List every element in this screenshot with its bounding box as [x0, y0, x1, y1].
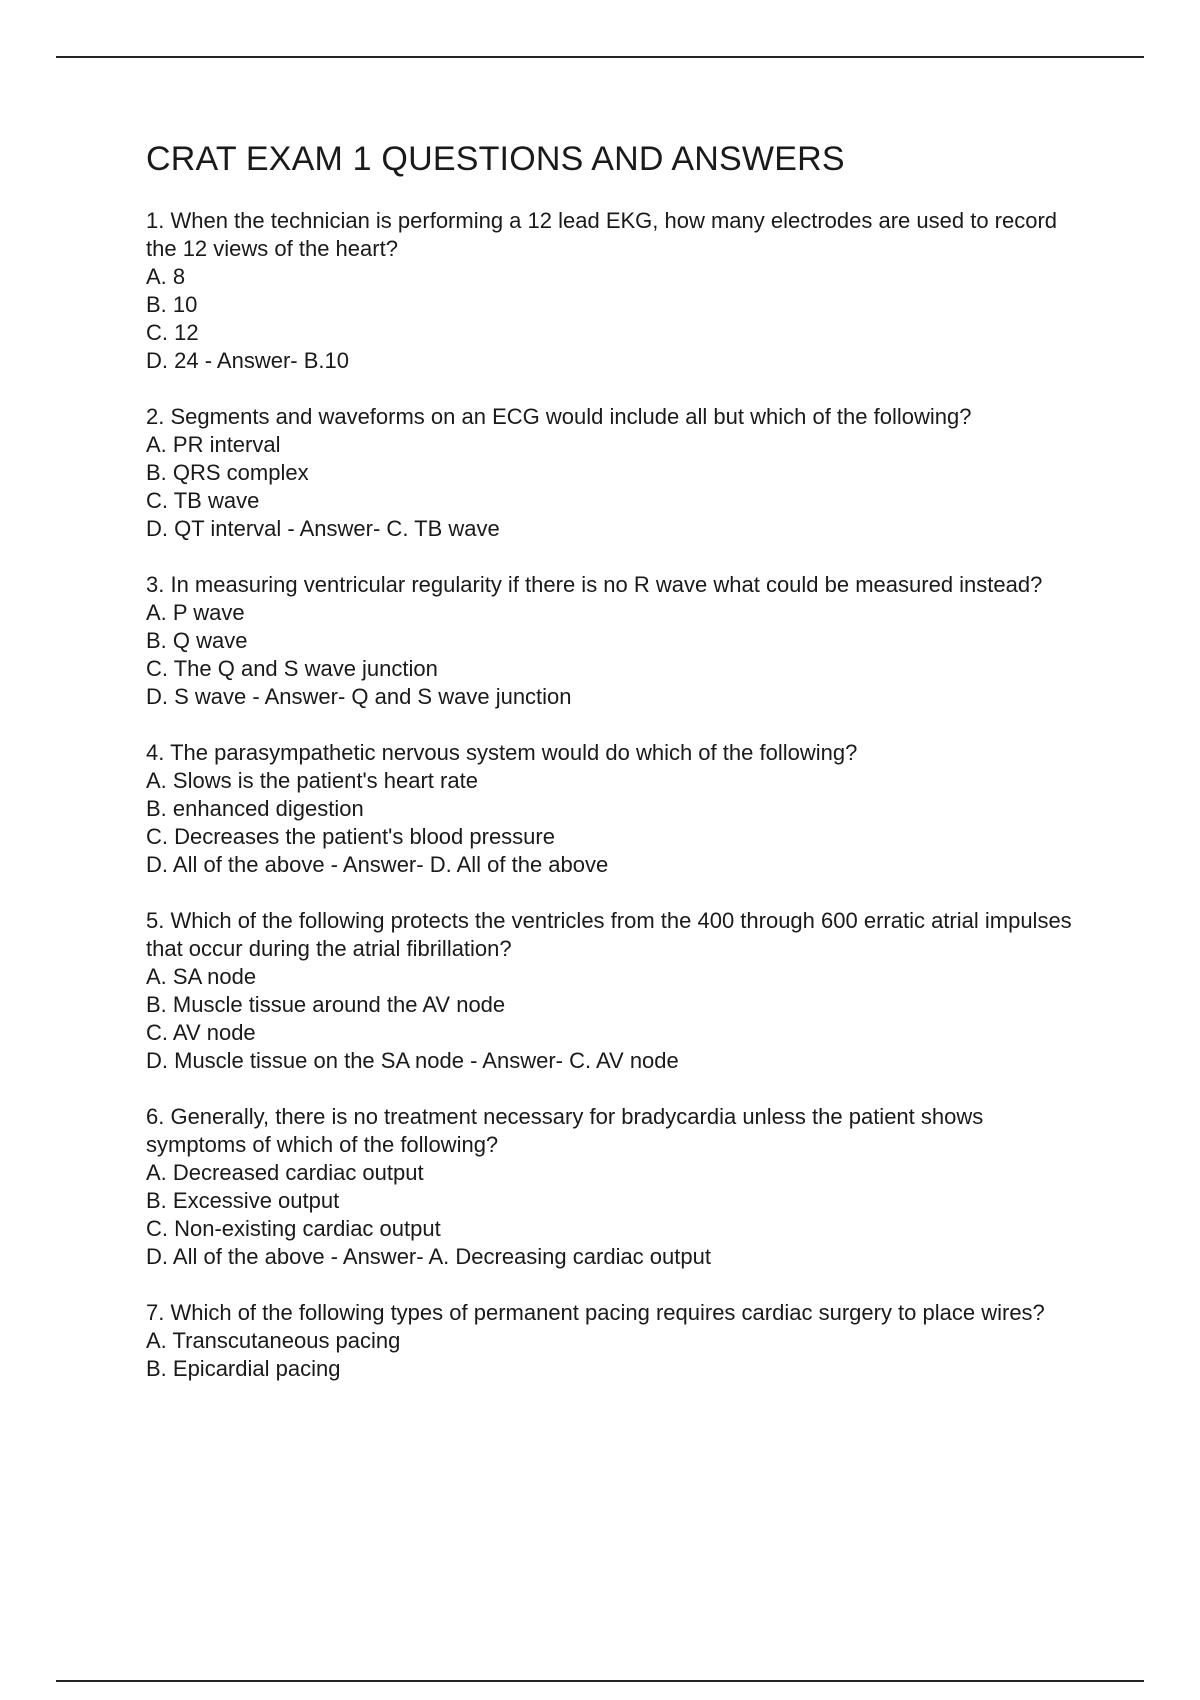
answer-option: C. AV node: [146, 1020, 256, 1046]
answer-option: D. All of the above - Answer- D. All of the above: [146, 852, 609, 878]
document-body: [146, 140, 1086, 1411]
answer-option: A. Slows is the patient's heart rate: [146, 768, 478, 794]
question-text: 3. In measuring ventricular regularity if there is no R wave what could be measured instead?: [146, 572, 1043, 598]
question-5: [146, 907, 1086, 1075]
answer-option: D. Muscle tissue on the SA node - Answer- C. AV node: [146, 1048, 679, 1074]
answer-option: B. Epicardial pacing: [146, 1356, 341, 1382]
question-text: 6. Generally, there is no treatment necessary for bradycardia unless the patient shows symptoms of which of the following?: [146, 1104, 984, 1158]
answer-option: A. SA node: [146, 964, 257, 990]
question-6: [146, 1103, 1086, 1271]
answer-option: C. Non-existing cardiac output: [146, 1216, 441, 1242]
answer-option: C. The Q and S wave junction: [146, 656, 438, 682]
question-text: 5. Which of the following protects the ventricles from the 400 through 600 erratic atrial impulses that occur during the atrial fibrillation?: [146, 908, 1072, 962]
answer-option: B. 10: [146, 292, 198, 318]
question-2: [146, 403, 1086, 543]
top-divider: [56, 56, 1144, 58]
question-7: [146, 1299, 1086, 1383]
answer-option: D. QT interval - Answer- C. TB wave: [146, 516, 500, 542]
question-1: [146, 207, 1086, 375]
question-4: [146, 739, 1086, 879]
answer-option: C. Decreases the patient's blood pressure: [146, 824, 555, 850]
answer-option: D. S wave - Answer- Q and S wave junction: [146, 684, 572, 710]
answer-option: A. P wave: [146, 600, 245, 626]
question-text: 2. Segments and waveforms on an ECG would include all but which of the following?: [146, 404, 972, 430]
answer-option: C. 12: [146, 320, 199, 346]
answer-option: B. Excessive output: [146, 1188, 340, 1214]
question-text: 7. Which of the following types of permanent pacing requires cardiac surgery to place wires?: [146, 1300, 1045, 1326]
question-3: [146, 571, 1086, 711]
question-text: 4. The parasympathetic nervous system would do which of the following?: [146, 740, 858, 766]
answer-option: A. PR interval: [146, 432, 281, 458]
question-text: 1. When the technician is performing a 12 lead EKG, how many electrodes are used to record the 12 views of the heart?: [146, 208, 1058, 262]
answer-option: A. Transcutaneous pacing: [146, 1328, 401, 1354]
answer-option: B. enhanced digestion: [146, 796, 364, 822]
answer-option: B. QRS complex: [146, 460, 309, 486]
answer-option: D. All of the above - Answer- A. Decreasing cardiac output: [146, 1244, 711, 1270]
answer-option: A. 8: [146, 264, 186, 290]
answer-option: D. 24 - Answer- B.10: [146, 348, 349, 374]
page-title: CRAT EXAM 1 QUESTIONS AND ANSWERS: [146, 140, 845, 178]
answer-option: B. Q wave: [146, 628, 248, 654]
question-list: [146, 207, 1086, 1383]
bottom-divider: [56, 1680, 1144, 1682]
answer-option: B. Muscle tissue around the AV node: [146, 992, 506, 1018]
answer-option: A. Decreased cardiac output: [146, 1160, 424, 1186]
answer-option: C. TB wave: [146, 488, 260, 514]
